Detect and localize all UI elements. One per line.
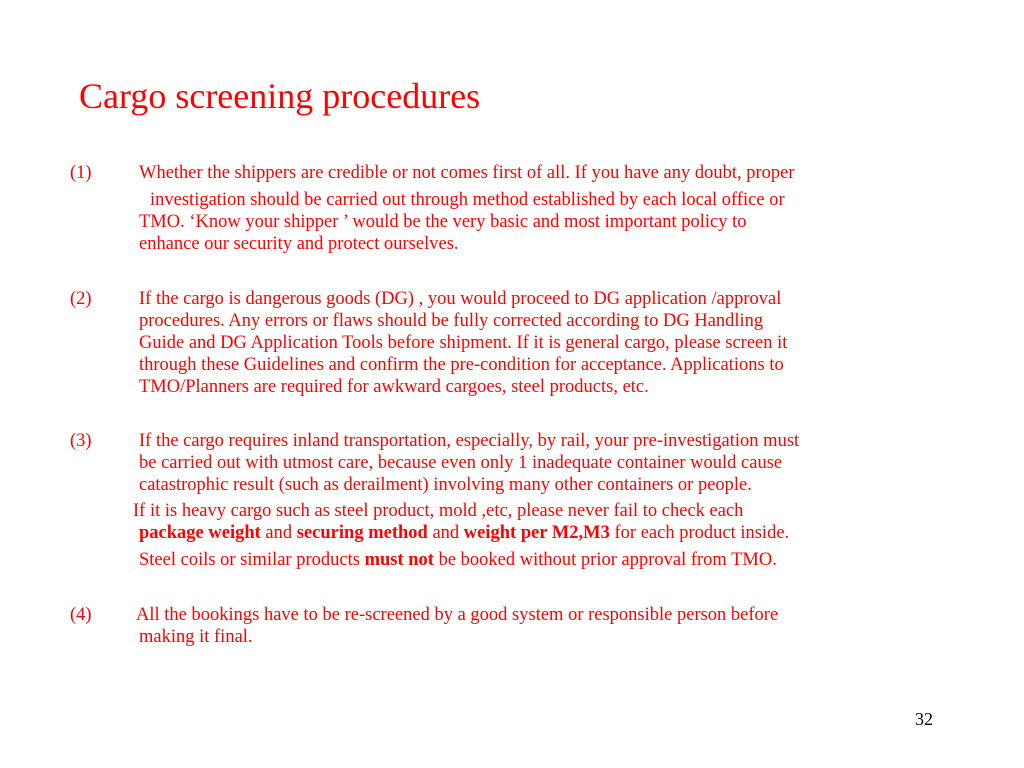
item-1-line-1: Whether the shippers are credible or not comes first of all. If you have any doubt, proper [139, 163, 795, 183]
item-2-line-2: procedures. Any errors or flaws should be fully corrected according to DG Handling [139, 311, 764, 331]
item-3-steel-line [139, 549, 777, 571]
slide-title: Cargo screening procedures [79, 76, 481, 116]
page-number: 32 [915, 709, 933, 729]
steel-line-prefix: Steel coils or similar products [139, 550, 365, 570]
package-weight-label: package weight [139, 523, 261, 543]
item-1-line-4: enhance our security and protect ourselves. [139, 234, 459, 254]
item-1-number: (1) [70, 163, 92, 183]
and-connector-1: and [260, 523, 297, 543]
item-3-line-1: If the cargo requires inland transportation, especially, by rail, your pre-investigation must [139, 431, 800, 451]
item-2-line-4: through these Guidelines and confirm the pre-condition for acceptance. Applications to [139, 355, 784, 375]
and-connector-2: and [427, 523, 464, 543]
item-4-number: (4) [70, 605, 92, 625]
check-line-tail: for each product inside. [609, 523, 790, 543]
item-3-line-2: be carried out with utmost care, because even only 1 inadequate container would cause [139, 453, 783, 473]
item-4-line-1: All the bookings have to be re-screened by a good system or responsible person before [136, 605, 779, 625]
item-4-line-2: making it final. [139, 627, 253, 647]
steel-line-suffix: be booked without prior approval from TMO. [433, 550, 777, 570]
item-3-line-3: catastrophic result (such as derailment) involving many other containers or people. [139, 475, 752, 495]
item-3-check-line [139, 522, 789, 544]
item-2-number: (2) [70, 289, 92, 309]
item-1-line-2: investigation should be carried out through method established by each local office or [150, 190, 785, 210]
weight-per-m2-m3-label: weight per M2,M3 [463, 523, 610, 543]
must-not-label: must not [364, 550, 434, 570]
item-3-number: (3) [70, 431, 92, 451]
item-2-line-1: If the cargo is dangerous goods (DG) , you would proceed to DG application /approval [139, 289, 782, 309]
item-3-line-4: If it is heavy cargo such as steel product, mold ,etc, please never fail to check each [133, 501, 744, 521]
item-2-line-3: Guide and DG Application Tools before shipment. If it is general cargo, please screen it [139, 333, 788, 353]
securing-method-label: securing method [296, 523, 428, 543]
item-1-line-3: TMO. ‘Know your shipper ’ would be the very basic and most important policy to [139, 212, 747, 232]
item-2-line-5: TMO/Planners are required for awkward cargoes, steel products, etc. [139, 377, 649, 397]
